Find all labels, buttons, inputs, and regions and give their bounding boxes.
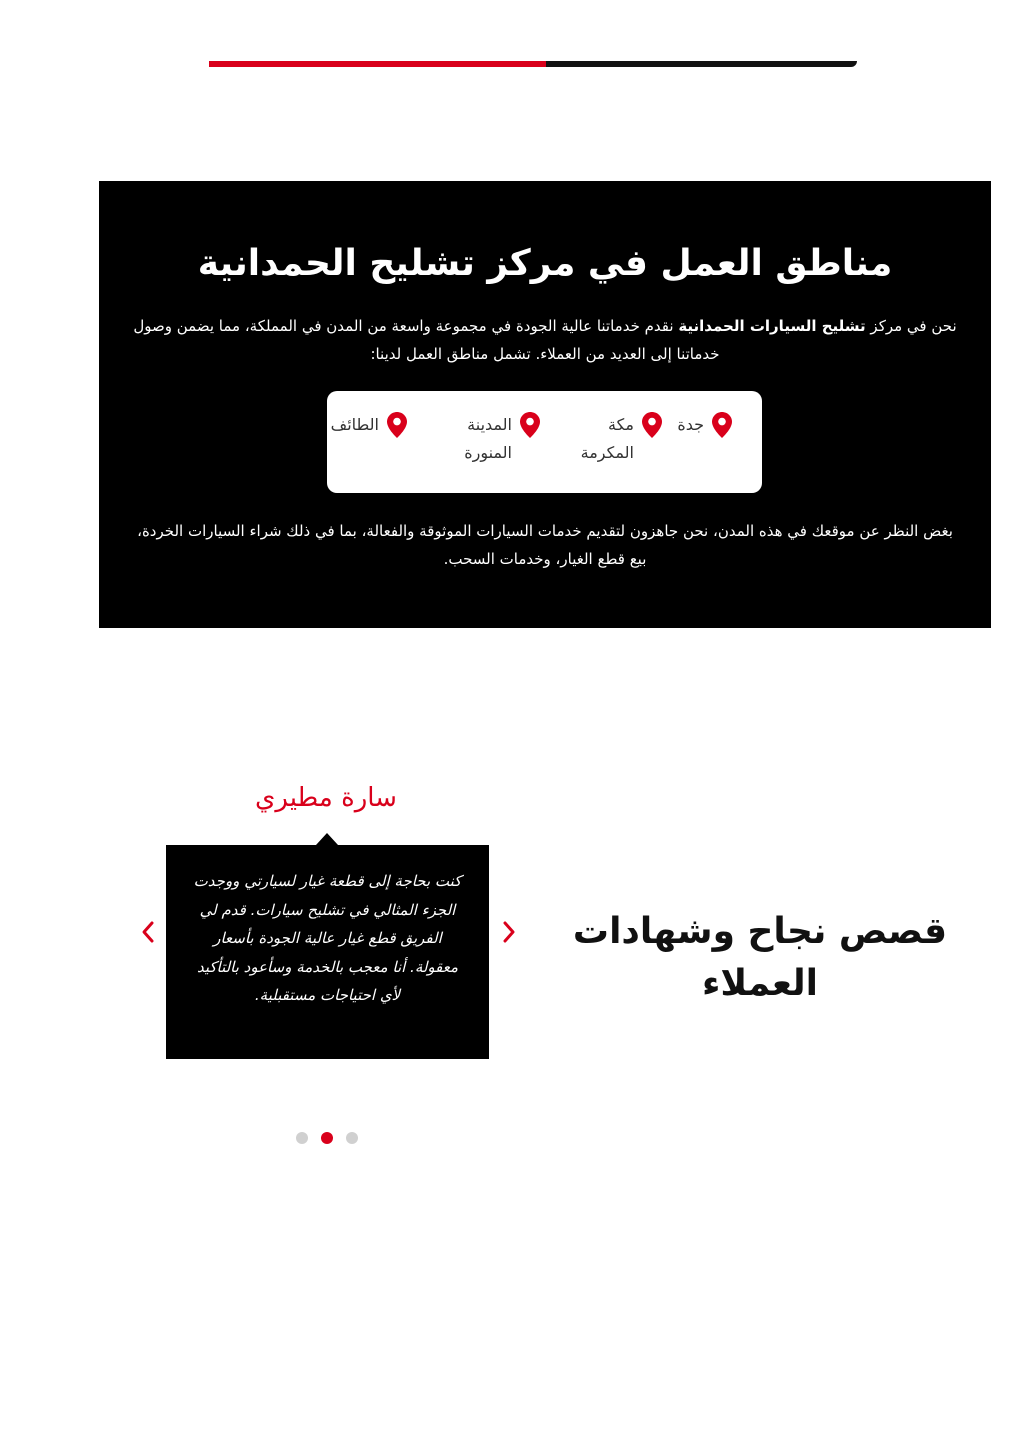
carousel-dot-1[interactable] (296, 1132, 308, 1144)
city-name: جدة (677, 415, 704, 434)
city-name: المدينة المنورة (464, 415, 512, 462)
testimonial-card (166, 845, 489, 1059)
city-item-madinah (456, 411, 540, 467)
chevron-left-icon (141, 920, 155, 944)
map-pin-icon (712, 412, 732, 438)
intro-prefix: نحن في مركز (865, 317, 957, 335)
divider-dark-bar (546, 61, 857, 67)
carousel-prev-button[interactable] (136, 916, 160, 948)
cities-list (327, 391, 762, 493)
city-item-taif (331, 411, 407, 439)
section-divider (209, 61, 857, 67)
heading-line-1: قصص نجاح وشهادات (572, 911, 948, 952)
service-areas-outro: بغض النظر عن موقعك في هذه المدن، نحن جاهزون لتقديم خدمات السيارات الموثوقة والفعالة، بما في ذلك شراء السيارات الخردة، بيع قطع الغيار، وخدمات السحب. (137, 522, 953, 568)
carousel-next-button[interactable] (497, 916, 521, 948)
intro-brand-name: تشليح السيارات الحمدانية (678, 317, 866, 335)
city-name: الطائف (330, 415, 379, 434)
city-item-jeddah (677, 411, 732, 439)
service-areas-intro (115, 312, 975, 368)
carousel-dot-2[interactable] (321, 1132, 333, 1144)
map-pin-icon (387, 412, 407, 438)
testimonial-text: كنت بحاجة إلى قطعة غيار لسيارتي ووجدت الجزء المثالي في تشليح سيارات. قدم لي الفريق قطع غيار عالية الجودة بأسعار معقولة. أنا معجب بالخدمة وسأعود بالتأكيد لأي احتياجات مستقبلية. (193, 872, 462, 1004)
city-name: مكة المكرمة (580, 415, 634, 462)
city-item-makkah (572, 411, 662, 467)
divider-accent-bar (209, 61, 546, 67)
testimonials-heading (560, 906, 960, 1010)
carousel-pagination (296, 1132, 360, 1144)
map-pin-icon (642, 412, 662, 438)
chevron-right-icon (502, 920, 516, 944)
testimonial-author: سارة مطيري (255, 783, 397, 813)
intro-suffix: نقدم خدماتنا عالية الجودة في مجموعة واسعة من المدن في المملكة، مما يضمن وصول خدماتنا إلى العديد من العملاء. تشمل مناطق العمل لدينا: (133, 317, 720, 363)
map-pin-icon (520, 412, 540, 438)
service-areas-section (99, 181, 991, 628)
service-areas-title: مناطق العمل في مركز تشليح الحمدانية (197, 243, 893, 284)
carousel-dot-3[interactable] (346, 1132, 358, 1144)
heading-line-2: العملاء (701, 963, 819, 1004)
